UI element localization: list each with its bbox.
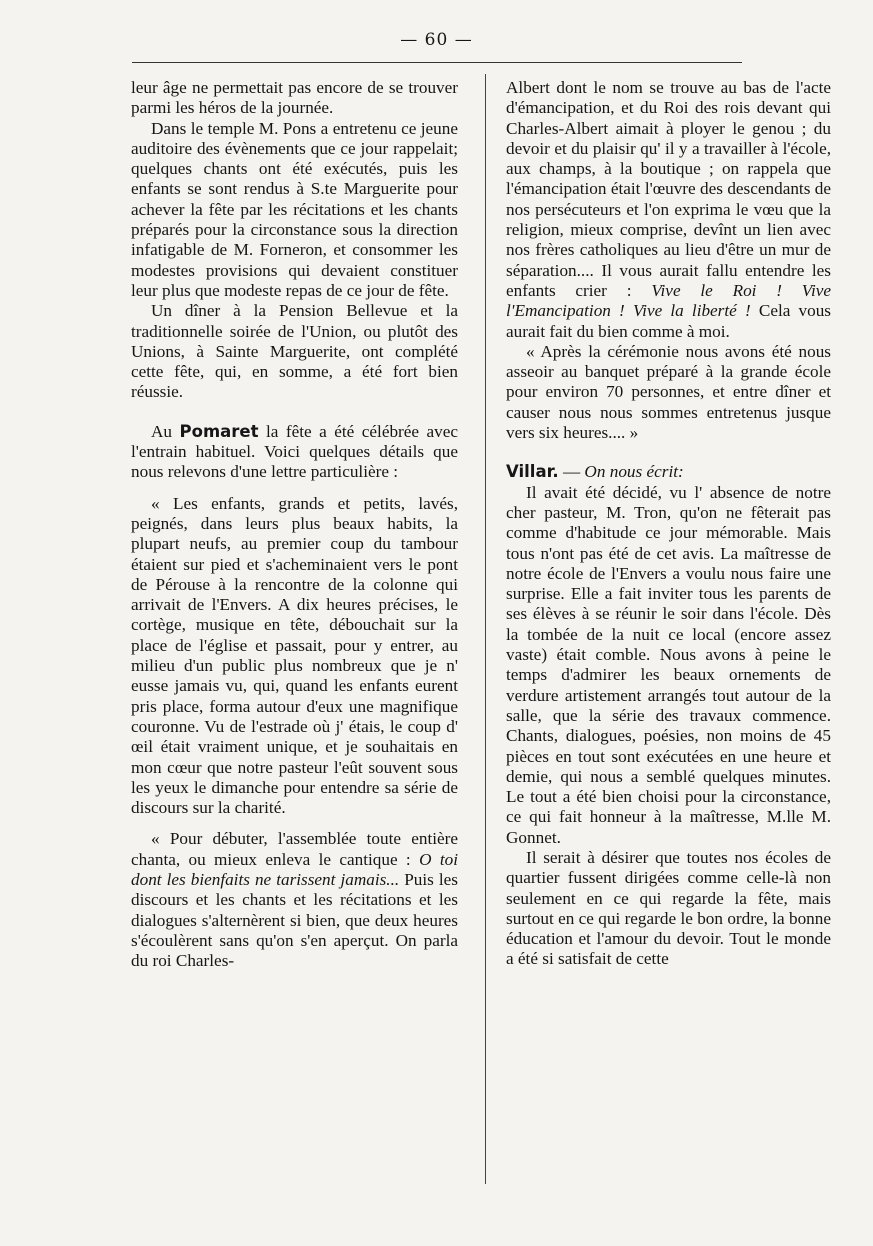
paragraph: « Après la cérémonie nous avons été nous asseoir au banquet préparé à la grande école pour environ 70 personnes, et entre dîner et causer nous nous sommes entretenus jusque vers six heures.... » <box>506 341 831 443</box>
page-number: — 60 — <box>400 30 473 50</box>
paragraph-text: « Pour débuter, l'assemblée toute entière chanta, ou mieux enleva le cantique : <box>131 829 458 869</box>
heading-dash: — <box>562 462 581 482</box>
paragraph: Dans le temple M. Pons a entretenu ce jeune auditoire des évènements que ce jour rappelait; quelques chants ont été exécutés, puis les enfants se sont rendus à S.te Marguerite pour achever la fête par les récitations et les chants préparés pour la circonstance sous la direction infatigable de M. Forneron, et consommer les modestes provisions qui devaient constituer leur plus que modeste repas de ce jour de fête. <box>131 118 458 300</box>
paragraph-text: Cela vous aurait fait du bien comme à moi. <box>506 301 831 341</box>
section-heading-villar <box>506 462 831 482</box>
paragraph-pomaret <box>131 422 458 483</box>
place-heading-pomaret: Pomaret <box>179 421 259 441</box>
paragraph-cantique <box>131 829 458 971</box>
left-column <box>131 78 458 971</box>
paragraph: Il avait été décidé, vu l' absence de notre cher pasteur, M. Tron, qu'on ne fêterait pas comme d'habitude ce jour mémorable. Mais tous n'ont pas été de cet avis. La maîtresse de notre école de l'Envers a voulu nous faire une surprise. Elle a fait inviter tous les parents de ses élèves à se réunir le soir dans l'école. Dès la tombée de la nuit ce local (encore assez vaste) était comble. Nous avons à peine le temps d'admirer les beaux ornements de verdure artistement arrangés tout autour de la salle, que la série des travaux commence. Chants, dialogues, poésies, non moins de 45 pièces en tout sont exécutées en une heure et demie, qui nous a semblé quelques minutes. Le tout a été bien choisi pour la circonstance, ce qui fait honneur à la maîtresse, M.lle M. Gonnet. <box>506 482 831 847</box>
heading-subtitle: On nous écrit: <box>584 462 684 482</box>
cantique-title: O toi dont les bienfaits ne tarissent jamais... <box>131 849 459 889</box>
paragraph-continued <box>506 78 831 342</box>
paragraph-text: la fête a été célébrée avec l'entrain habituel. Voici quelques détails que nous relevons d'une lettre particulière : <box>131 421 459 482</box>
place-heading-villar: Villar. <box>506 462 559 482</box>
right-column <box>506 78 831 970</box>
header-rule <box>132 62 742 63</box>
paragraph-text: Puis les discours et les chants et les récitations et les dialogues s'alternèrent si bien, que deux heures s'écoulèrent sans qu'on s'en aperçut. On parla du roi Charles- <box>131 869 458 971</box>
paragraph: Un dîner à la Pension Bellevue et la traditionnelle soirée de l'Union, ou plutôt des Unions, à Sainte Marguerite, ont complété cette fête, qui, en somme, a été fort bien réussie. <box>131 301 458 402</box>
column-divider <box>485 74 486 1184</box>
paragraph-lead: Au <box>151 421 173 441</box>
paragraph-text: Albert dont le nom se trouve au bas de l'acte d'émancipation, et du Roi des rois devant qui Charles-Albert aimait à ployer le genou ; du devoir et du plaisir qu' il y a travailler à l'école, aux champs, à la boutique ; on rappela que l'émancipation était l'œuvre des descendants de nos persécuteurs et l'on exprima le vœu que la religion, mieux comprise, devînt un lien avec nos frères catholiques au lieu d'être un mur de séparation.... Il vous aurait fallu entendre les enfants crier : <box>506 78 831 300</box>
paragraph: Il serait à désirer que toutes nos écoles de quartier fussent dirigées comme celle-là non seulement en ce qui regarde la fête, mais surtout en ce qui regarde le bon ordre, la bonne éducation et l'amour du devoir. Tout le monde a été si satisfait de cette <box>506 847 831 969</box>
paragraph: « Les enfants, grands et petits, lavés, peignés, dans leurs plus beaux habits, la plupart neufs, au premier coup du tambour étaient sur pied et s'acheminaient vers le pont de Pérouse à la rencontre de la colonne qui arrivait de l'Envers. A dix heures précises, le cortège, musique en tête, débouchait sur la place de l'église et passait, pour y entrer, au milieu d'un public plus nombreux que je n' eusse jamais vu, qui, quand les enfants eurent pris place, forma autour d'eux une magnifique couronne. Vu de l'estrade où j' étais, le coup d' œil était vraiment unique, et je souhaitais en mon cœur que notre pasteur l'eût souvent sous les yeux le dimanche pour entendre sa série de discours sur la charité. <box>131 493 458 818</box>
quoted-cheers: Vive le Roi ! Vive l'Emancipation ! Vive la liberté ! <box>506 280 832 321</box>
paragraph: leur âge ne permettait pas encore de se trouver parmi les héros de la journée. <box>131 78 458 118</box>
